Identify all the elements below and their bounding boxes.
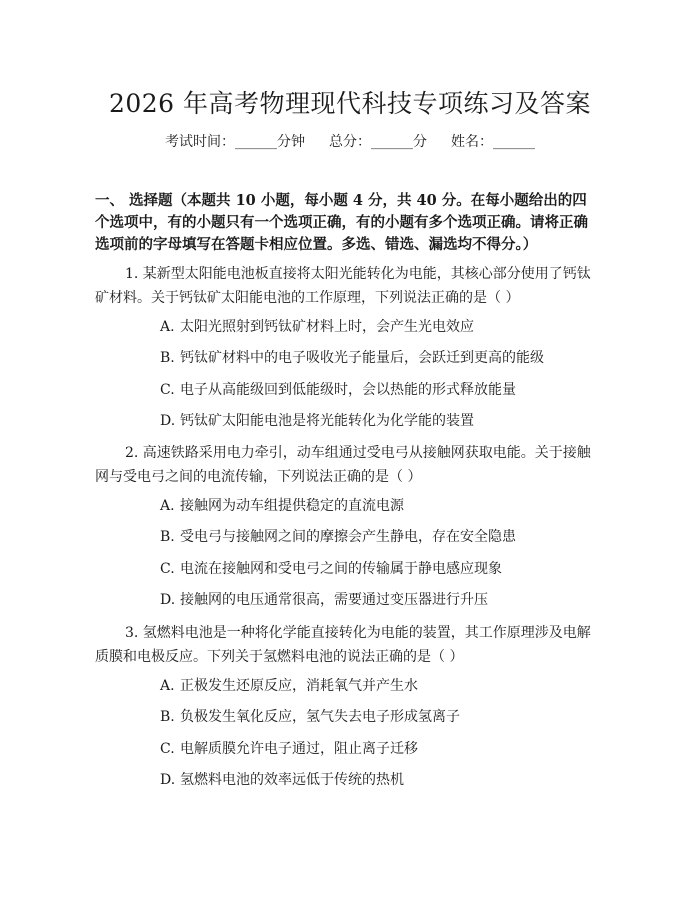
option-text: 电解质膜允许电子通过，阻止离子迁移 <box>180 741 418 757</box>
option-letter: B. <box>160 529 175 545</box>
question-stem: 2. 高速铁路采用电力牵引，动车组通过受电弓从接触网获取电能。关于接触网与受电弓之间的电流传输，下列说法正确的是（ ） <box>95 445 591 485</box>
option-text: 电子从高能级回到低能级时，会以热能的形式释放能量 <box>180 382 516 398</box>
section-heading: 一、 选择题（本题共 10 小题，每小题 4 分，共 40 分。在每小题给出的四个选项中，有的小题只有一个选项正确，有的小题有多个选项正确。请将正确选项前的字母填写在答题卡相应位置。多选、错选、漏选均不得分。） <box>95 192 588 253</box>
option-item <box>160 739 600 759</box>
option-item <box>160 496 600 516</box>
option-text: 负极发生氧化反应，氢气失去电子形成氢离子 <box>180 709 460 725</box>
option-item <box>160 348 600 368</box>
option-item <box>160 380 600 400</box>
option-item <box>160 527 600 547</box>
option-text: 接触网的电压通常很高，需要通过变压器进行升压 <box>180 592 488 608</box>
option-text: 电流在接触网和受电弓之间的传输属于静电感应现象 <box>180 561 502 577</box>
option-item <box>160 411 600 431</box>
option-text: 氢燃料电池的效率远低于传统的热机 <box>180 772 404 788</box>
option-letter: C. <box>160 561 175 577</box>
option-item <box>160 676 600 696</box>
option-text: 钙钛矿材料中的电子吸收光子能量后，会跃迁到更高的能级 <box>180 350 544 366</box>
option-text: 钙钛矿太阳能电池是将光能转化为化学能的装置 <box>180 413 474 429</box>
exam-meta <box>0 131 700 151</box>
option-letter: C. <box>160 741 175 757</box>
option-text: 接触网为动车组提供稳定的直流电源 <box>180 498 404 514</box>
option-letter: C. <box>160 382 175 398</box>
question-stem: 1. 某新型太阳能电池板直接将太阳光能转化为电能，其核心部分使用了钙钛矿材料。关于钙钛矿太阳能电池的工作原理，下列说法正确的是（ ） <box>95 266 591 306</box>
option-item <box>160 707 600 727</box>
option-text: 受电弓与接触网之间的摩擦会产生静电，存在安全隐患 <box>180 529 516 545</box>
student-name: 姓名：______ <box>451 134 535 150</box>
option-letter: B. <box>160 709 175 725</box>
option-letter: A. <box>160 678 175 694</box>
option-item <box>160 590 600 610</box>
option-text: 太阳光照射到钙钛矿材料上时，会产生光电效应 <box>180 319 474 335</box>
option-letter: D. <box>160 592 176 608</box>
option-item <box>160 559 600 579</box>
option-item <box>160 770 600 790</box>
option-letter: D. <box>160 413 176 429</box>
option-letter: D. <box>160 772 176 788</box>
option-letter: A. <box>160 319 175 335</box>
option-letter: B. <box>160 350 175 366</box>
page-title: 2026 年高考物理现代科技专项练习及答案 <box>108 89 592 118</box>
option-item <box>160 317 600 337</box>
option-text: 正极发生还原反应，消耗氧气并产生水 <box>180 678 418 694</box>
question-stem: 3. 氢燃料电池是一种将化学能直接转化为电能的装置，其工作原理涉及电解质膜和电极反应。下列关于氢燃料电池的说法正确的是（ ） <box>95 625 591 665</box>
exam-time: 考试时间：______分钟 <box>165 134 305 150</box>
option-letter: A. <box>160 498 175 514</box>
total-score: 总分：______分 <box>329 134 427 150</box>
